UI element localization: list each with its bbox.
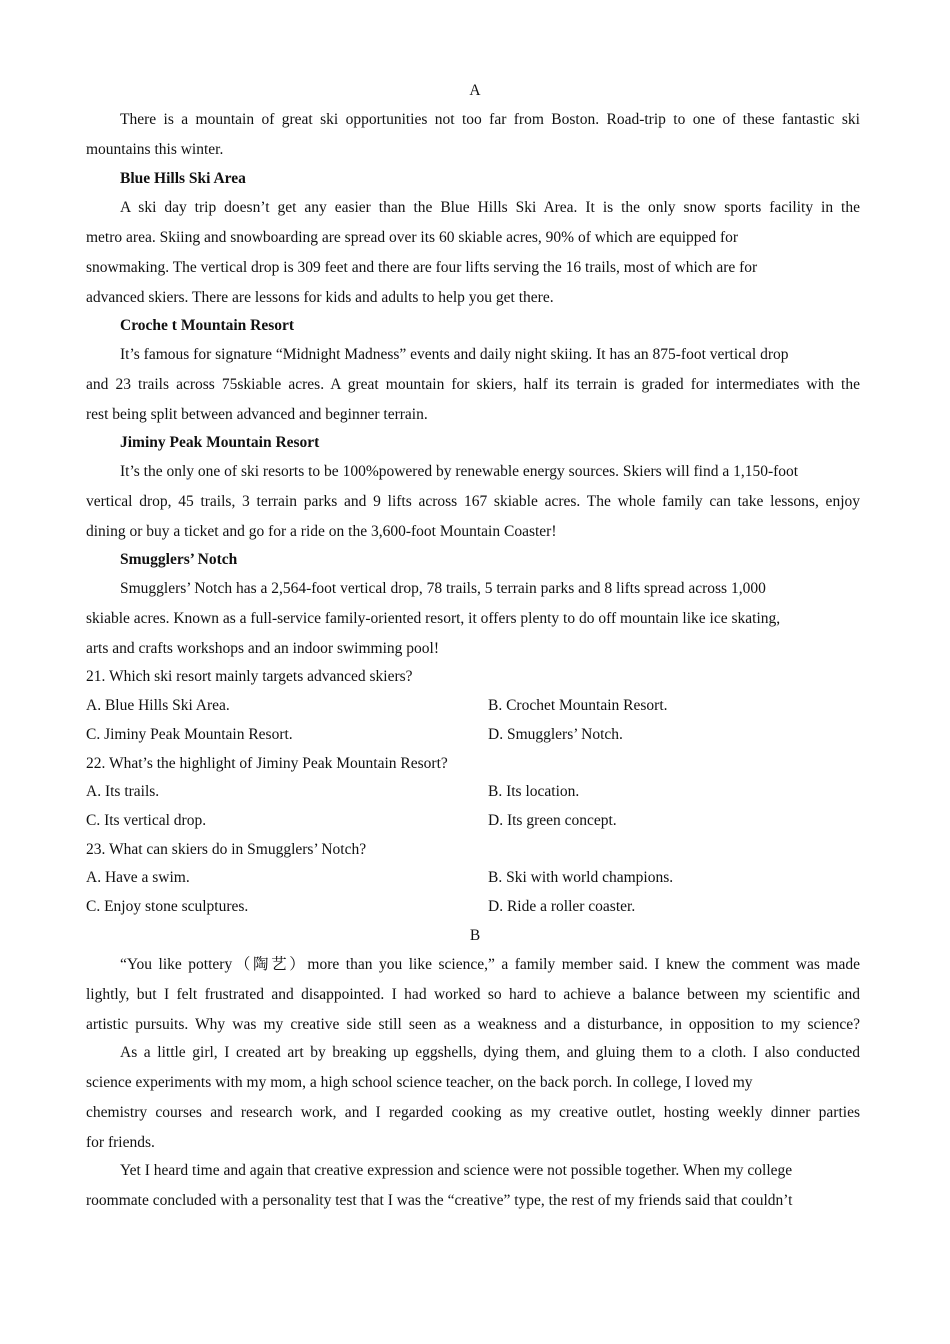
paragraph-line: artistic pursuits. Why was my creative side still seen as a weakness and a disturbance, in opposition to my science? [86, 1016, 860, 1033]
paragraph-line: It’s famous for signature “Midnight Madness” events and daily night skiing. It has an 875-foot vertical drop [120, 346, 789, 363]
paragraph-line: It’s the only one of ski resorts to be 100%powered by renewable energy sources. Skiers will find a 1,150-foot [120, 463, 799, 480]
section-a-label: A [469, 82, 481, 99]
question-21-option-d: D. Smugglers’ Notch. [488, 726, 623, 743]
question-23-stem: 23. What can skiers do in Smugglers’ Notch? [86, 841, 367, 858]
question-23-option-d: D. Ride a roller coaster. [488, 898, 636, 915]
question-23-option-c: C. Enjoy stone sculptures. [86, 898, 249, 915]
question-21-option-c: C. Jiminy Peak Mountain Resort. [86, 726, 293, 743]
paragraph-line: Smugglers’ Notch has a 2,564-foot vertical drop, 78 trails, 5 terrain parks and 8 lifts spread across 1,000 [120, 580, 766, 597]
resort-title-crochet: Croche t Mountain Resort [120, 317, 295, 334]
paragraph-line: chemistry courses and research work, and I regarded cooking as my creative outlet, hosting weekly dinner parties [86, 1104, 860, 1121]
paragraph-line: science experiments with my mom, a high school science teacher, on the back porch. In college, I loved my [86, 1074, 753, 1091]
question-21-stem: 21. Which ski resort mainly targets advanced skiers? [86, 668, 413, 685]
paragraph-line: arts and crafts workshops and an indoor swimming pool! [86, 640, 439, 657]
question-21-option-a: A. Blue Hills Ski Area. [86, 697, 230, 714]
paragraph-line: Yet I heard time and again that creative expression and science were not possible together. When my college [120, 1162, 793, 1179]
resort-title-jiminy-peak: Jiminy Peak Mountain Resort [120, 434, 320, 451]
paragraph-line: dining or buy a ticket and go for a ride on the 3,600-foot Mountain Coaster! [86, 523, 557, 540]
paragraph-line: As a little girl, I created art by breaking up eggshells, dying them, and gluing them to a cloth. I also conducted [120, 1044, 860, 1061]
paragraph-line: advanced skiers. There are lessons for kids and adults to help you get there. [86, 289, 554, 306]
question-23-option-a: A. Have a swim. [86, 869, 190, 886]
question-22-option-c: C. Its vertical drop. [86, 812, 207, 829]
section-b-label: B [469, 927, 481, 944]
paragraph-line: vertical drop, 45 trails, 3 terrain parks and 9 lifts across 167 skiable acres. The whole family can take lessons, enjoy [86, 493, 860, 510]
question-22-option-a: A. Its trails. [86, 783, 160, 800]
paragraph-line: metro area. Skiing and snowboarding are spread over its 60 skiable acres, 90% of which are equipped for [86, 229, 739, 246]
intro-line: mountains this winter. [86, 141, 224, 158]
intro-line: There is a mountain of great ski opportunities not too far from Boston. Road-trip to one of these fantastic ski [120, 111, 860, 128]
resort-title-blue-hills: Blue Hills Ski Area [120, 170, 246, 187]
paragraph-line: “You like pottery（陶艺）more than you like science,” a family member said. I knew the comment was made [120, 956, 860, 973]
paragraph-line: rest being split between advanced and beginner terrain. [86, 406, 428, 423]
paragraph-line: lightly, but I felt frustrated and disappointed. I had worked so hard to achieve a balance between my scientific and [86, 986, 860, 1003]
paragraph-line: and 23 trails across 75skiable acres. A great mountain for skiers, half its terrain is graded for intermediates with the [86, 376, 860, 393]
paragraph-line: skiable acres. Known as a full-service family-oriented resort, it offers plenty to do off mountain like ice skating, [86, 610, 781, 627]
question-23-option-b: B. Ski with world champions. [488, 869, 674, 886]
paragraph-line: for friends. [86, 1134, 155, 1151]
question-21-option-b: B. Crochet Mountain Resort. [488, 697, 668, 714]
resort-title-smugglers-notch: Smugglers’ Notch [120, 551, 238, 568]
paragraph-line: snowmaking. The vertical drop is 309 feet and there are four lifts serving the 16 trails, most of which are for [86, 259, 758, 276]
paragraph-line: A ski day trip doesn’t get any easier than the Blue Hills Ski Area. It is the only snow sports facility in the [120, 199, 860, 216]
paragraph-line: roommate concluded with a personality test that I was the “creative” type, the rest of my friends said that couldn’t [86, 1192, 793, 1209]
question-22-option-d: D. Its green concept. [488, 812, 617, 829]
question-22-stem: 22. What’s the highlight of Jiminy Peak Mountain Resort? [86, 755, 448, 772]
question-22-option-b: B. Its location. [488, 783, 580, 800]
